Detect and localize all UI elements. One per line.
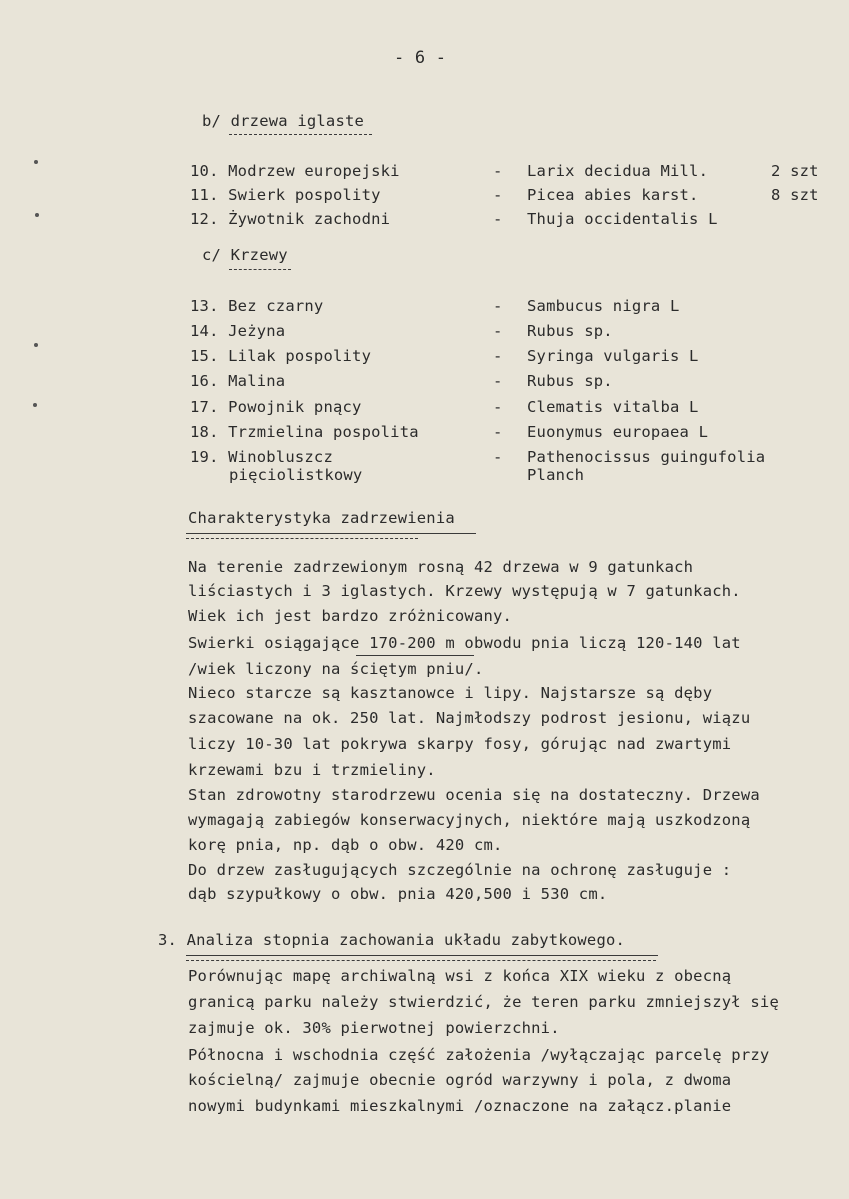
margin-speck [34,343,38,347]
species-11-label: 11. Swierk pospolity [190,186,381,204]
paragraph-line: nowymi budynkami mieszkalnymi /oznaczone na załącz.planie [188,1097,732,1115]
paragraph-line: Swierki osiągające 170-200 m obwodu pnia liczą 120-140 lat [188,634,741,652]
measure-underline [356,655,474,656]
analysis-underline [186,955,658,956]
section-b-heading: b/ drzewa iglaste [202,112,365,130]
characteristics-heading: Charakterystyka zadrzewienia [188,509,455,527]
species-11-latin: Picea abies karst. [527,186,699,204]
dash: - [493,162,503,180]
dash: - [493,398,503,416]
dash: - [493,210,503,228]
species-19-label: 19. Winobluszcz [190,448,333,466]
species-12-latin: Thuja occidentalis L [527,210,718,228]
characteristics-underline [186,533,476,534]
paragraph-line: zajmuje ok. 30% pierwotnej powierzchni. [188,1019,560,1037]
species-19-latin: Pathenocissus guingufolia [527,448,766,466]
paragraph-line: granicą parku należy stwierdzić, że teren parku zmniejszył się [188,993,779,1011]
paragraph-line: kościelną/ zajmuje obecnie ogród warzywny i pola, z dwoma [188,1071,732,1089]
paragraph-line: korę pnia, np. dąb o obw. 420 cm. [188,836,503,854]
paragraph-line: /wiek liczony na ściętym pniu/. [188,660,484,678]
species-13-latin: Sambucus nigra L [527,297,680,315]
dash: - [493,297,503,315]
dash: - [493,322,503,340]
species-13-label: 13. Bez czarny [190,297,324,315]
dash: - [493,372,503,390]
paragraph-line: liściastych i 3 iglastych. Krzewy występują w 7 gatunkach. [188,582,741,600]
paragraph-line: szacowane na ok. 250 lat. Najmłodszy podrost jesionu, wiązu [188,709,751,727]
section-c-underline [229,269,291,270]
species-17-label: 17. Powojnik pnący [190,398,362,416]
paragraph-line: krzewami bzu i trzmieliny. [188,761,436,779]
section-c-heading: c/ Krzewy [202,246,288,264]
page-number: - 6 - [394,48,447,68]
species-18-label: 18. Trzmielina pospolita [190,423,419,441]
paragraph-line: wymagają zabiegów konserwacyjnych, niektóre mają uszkodzoną [188,811,751,829]
paragraph-line: Na terenie zadrzewionym rosną 42 drzewa w 9 gatunkach [188,558,694,576]
paragraph-line: Nieco starcze są kasztanowce i lipy. Najstarsze są dęby [188,684,713,702]
species-11-count: 8 szt [771,186,819,204]
paragraph-line: dąb szypułkowy o obw. pnia 420,500 i 530 cm. [188,885,608,903]
analysis-underline-dashed [186,960,656,961]
paragraph-line: Północna i wschodnia część założenia /wyłączając parcelę przy [188,1046,770,1064]
species-16-label: 16. Malina [190,372,286,390]
paragraph-line: liczy 10-30 lat pokrywa skarpy fosy, górując nad zwartymi [188,735,732,753]
margin-speck [34,160,38,164]
dash: - [493,186,503,204]
species-10-latin: Larix decidua Mill. [527,162,709,180]
analysis-heading: 3. Analiza stopnia zachowania układu zabytkowego. [158,931,626,949]
dash: - [493,347,503,365]
dash: - [493,423,503,441]
characteristics-underline-dashed [186,538,418,539]
species-19-label-cont: pięciolistkowy [229,466,363,484]
species-10-label: 10. Modrzew europejski [190,162,400,180]
dash: - [493,448,503,466]
species-10-count: 2 szt [771,162,819,180]
paragraph-line: Porównując mapę archiwalną wsi z końca XIX wieku z obecną [188,967,732,985]
species-18-latin: Euonymus europaea L [527,423,709,441]
section-b-underline [229,134,372,135]
species-14-latin: Rubus sp. [527,322,613,340]
paragraph-line: Stan zdrowotny starodrzewu ocenia się na dostateczny. Drzewa [188,786,760,804]
species-12-label: 12. Żywotnik zachodni [190,210,391,228]
species-15-label: 15. Lilak pospolity [190,347,372,365]
species-17-latin: Clematis vitalba L [527,398,699,416]
species-15-latin: Syringa vulgaris L [527,347,699,365]
species-16-latin: Rubus sp. [527,372,613,390]
paragraph-line: Wiek ich jest bardzo zróżnicowany. [188,607,513,625]
margin-speck [35,213,39,217]
paragraph-line: Do drzew zasługujących szczególnie na ochronę zasługuje : [188,861,732,879]
margin-speck [33,403,37,407]
species-14-label: 14. Jeżyna [190,322,286,340]
species-19-latin-cont: Planch [527,466,585,484]
